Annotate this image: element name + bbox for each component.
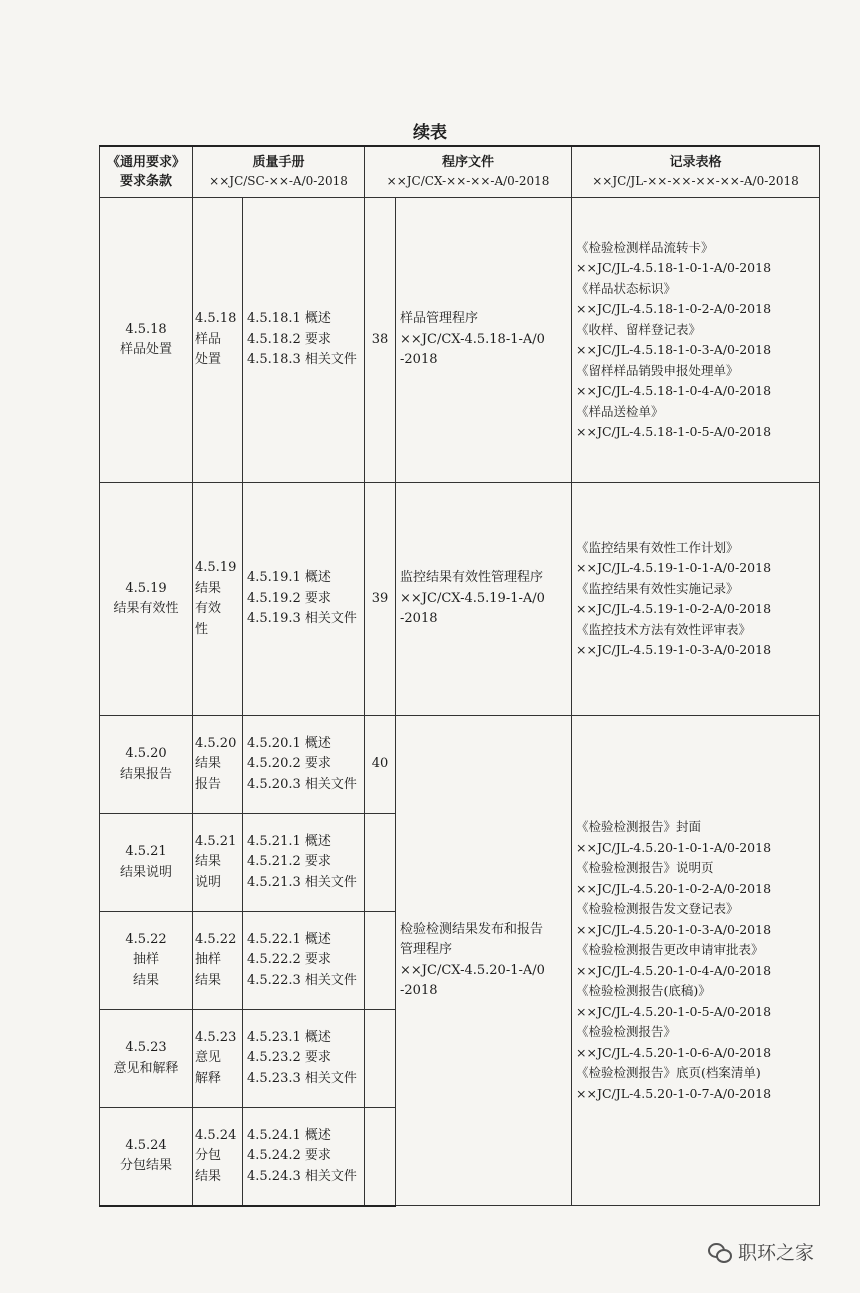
record-line: ××JC/JL-4.5.18-1-0-1-A/0-2018 [576, 260, 772, 275]
record-line: ××JC/JL-4.5.19-1-0-2-A/0-2018 [576, 601, 772, 616]
manual-title-line: 4.5.20 [195, 735, 237, 751]
record-line: 《检验检测报告》封面 [576, 819, 702, 834]
clause-cell [100, 1108, 193, 1206]
clause-cell [100, 1010, 193, 1108]
procedure-line: 检验检测结果发布和报告 [400, 921, 544, 937]
manual-title-line: 分包 [195, 1148, 222, 1163]
manual-item-line: 4.5.19.2 要求 [247, 590, 331, 606]
manual-items-cell [243, 912, 365, 1010]
record-line: ××JC/JL-4.5.18-1-0-4-A/0-2018 [576, 383, 772, 398]
procedure-line: -2018 [400, 611, 438, 627]
manual-title-line: 性 [195, 621, 209, 637]
clause-line: 结果报告 [119, 766, 172, 782]
record-line: 《样品状态标识》 [576, 280, 677, 296]
clause-line: 结果有效性 [113, 601, 179, 616]
manual-items-cell [243, 814, 365, 912]
record-line: ××JC/JL-4.5.20-1-0-1-A/0-2018 [576, 839, 772, 855]
procedure-number-cell [365, 1108, 396, 1206]
manual-item-line: 4.5.19.3 相关文件 [247, 611, 357, 627]
manual-items-cell [243, 716, 365, 814]
manual-title-line: 4.5.19 [195, 560, 237, 575]
procedure-number-cell [365, 814, 396, 912]
header-row [100, 146, 820, 198]
manual-title-cell [193, 1108, 243, 1206]
records-cell [572, 483, 820, 716]
manual-item-line: 4.5.23.1 概述 [247, 1029, 331, 1045]
watermark [708, 1238, 814, 1265]
manual-item-line: 4.5.20.3 相关文件 [247, 776, 357, 792]
manual-title-line: 结果 [195, 854, 222, 870]
table-row [100, 716, 820, 814]
manual-title-line: 结果 [195, 756, 222, 772]
manual-item-line: 4.5.22.3 相关文件 [247, 972, 357, 988]
procedure-number-cell: 39 [365, 483, 396, 716]
record-line: ××JC/JL-4.5.20-1-0-7-A/0-2018 [576, 1085, 772, 1101]
wechat-icon [708, 1242, 732, 1262]
record-line: ××JC/JL-4.5.18-1-0-3-A/0-2018 [576, 342, 772, 357]
manual-title-line: 意见 [195, 1050, 222, 1066]
clause-line: 结果说明 [119, 864, 172, 880]
clause-line: 4.5.21 [125, 844, 167, 859]
watermark-text: 职环之家 [738, 1242, 815, 1264]
record-line: 《检验检测样品流转卡》 [576, 239, 714, 255]
clause-cell [100, 814, 193, 912]
manual-item-line: 4.5.22.1 概述 [247, 931, 331, 947]
record-line: 《监控结果有效性工作计划》 [576, 539, 739, 555]
procedure-number-cell: 38 [365, 198, 396, 483]
manual-item-line: 4.5.18.1 概述 [247, 311, 331, 327]
procedure-cell [396, 716, 572, 1206]
record-line: 《检验检测报告更改申请审批表》 [576, 942, 764, 957]
record-line: 《检验检测报告》说明页 [576, 860, 714, 875]
clause-cell [100, 483, 193, 716]
manual-item-line: 4.5.18.2 要求 [247, 331, 331, 347]
clause-line: 4.5.18 [125, 321, 167, 337]
manual-item-line: 4.5.20.2 要求 [247, 756, 331, 772]
manual-item-line: 4.5.23.2 要求 [247, 1050, 331, 1066]
manual-title-cell [193, 483, 243, 716]
procedure-line: -2018 [400, 983, 438, 998]
procedure-line: 监控结果有效性管理程序 [400, 570, 544, 586]
clause-line: 结果 [132, 972, 159, 988]
manual-items-cell [243, 1010, 365, 1108]
manual-item-line: 4.5.18.3 相关文件 [247, 352, 357, 368]
manual-title-cell [193, 198, 243, 483]
clause-line: 4.5.19 [125, 580, 167, 596]
record-line: ××JC/JL-4.5.18-1-0-2-A/0-2018 [576, 301, 772, 316]
record-line: 《监控技术方法有效性评审表》 [576, 621, 752, 637]
manual-items-cell [243, 483, 365, 716]
procedure-line: -2018 [400, 352, 438, 368]
manual-title-line: 说明 [195, 874, 222, 890]
record-line: ××JC/JL-4.5.20-1-0-5-A/0-2018 [576, 1003, 772, 1019]
record-line: 《样品送检单》 [576, 403, 664, 419]
record-line: ××JC/JL-4.5.20-1-0-3-A/0-2018 [576, 921, 772, 937]
manual-title-line: 解释 [195, 1070, 222, 1086]
procedure-cell [396, 483, 572, 716]
clause-cell [100, 912, 193, 1010]
procedure-number-cell: 40 [365, 716, 396, 814]
manual-title-line: 4.5.22 [195, 931, 237, 947]
procedure-line: ××JC/CX-4.5.20-1-A/0 [400, 962, 545, 978]
table-row [100, 483, 820, 716]
record-line: ××JC/JL-4.5.18-1-0-5-A/0-2018 [576, 424, 772, 439]
clause-line: 4.5.23 [125, 1040, 167, 1055]
header-clause: 《通用要求》 要求条款 [100, 146, 193, 198]
clause-line: 4.5.22 [125, 931, 167, 947]
manual-item-line: 4.5.24.1 概述 [247, 1127, 331, 1143]
procedure-number-cell [365, 912, 396, 1010]
procedure-cell [396, 198, 572, 483]
procedure-line: ××JC/CX-4.5.19-1-A/0 [400, 590, 545, 606]
manual-title-line: 4.5.24 [195, 1127, 237, 1143]
manual-title-line: 4.5.21 [195, 833, 237, 849]
table-row [100, 198, 820, 483]
manual-title-cell [193, 814, 243, 912]
clause-line: 4.5.24 [125, 1137, 167, 1153]
record-line: ××JC/JL-4.5.19-1-0-1-A/0-2018 [576, 560, 772, 575]
records-cell [572, 716, 820, 1206]
procedure-line: ××JC/CX-4.5.18-1-A/0 [400, 331, 545, 347]
manual-title-line: 4.5.23 [195, 1029, 237, 1045]
record-line: ××JC/JL-4.5.20-1-0-2-A/0-2018 [576, 880, 772, 896]
clause-cell [100, 198, 193, 483]
procedure-line: 样品管理程序 [400, 311, 479, 327]
records-cell [572, 198, 820, 483]
manual-item-line: 4.5.21.2 要求 [247, 854, 331, 870]
record-line: 《检验检测报告》底页(档案清单) [576, 1065, 761, 1080]
procedure-number-cell [365, 1010, 396, 1108]
manual-item-line: 4.5.24.2 要求 [247, 1148, 331, 1163]
manual-title-line: 结果 [195, 1168, 222, 1184]
clause-line: 样品处置 [119, 342, 172, 357]
procedure-line: 管理程序 [400, 942, 453, 957]
record-line: ××JC/JL-4.5.20-1-0-4-A/0-2018 [576, 962, 772, 978]
manual-title-cell [193, 716, 243, 814]
manual-title-line: 抽样 [195, 952, 222, 968]
manual-title-line: 有效 [195, 601, 222, 616]
clause-line: 意见和解释 [113, 1060, 179, 1076]
manual-title-cell [193, 1010, 243, 1108]
manual-title-line: 报告 [195, 776, 222, 792]
clause-line: 4.5.20 [125, 746, 167, 761]
manual-items-cell [243, 1108, 365, 1206]
record-line: 《检验检测报告(底稿)》 [576, 983, 711, 998]
clause-line: 分包结果 [119, 1158, 172, 1174]
record-line: 《检验检测报告》 [576, 1024, 677, 1039]
manual-title-line: 4.5.18 [195, 311, 237, 327]
record-line: 《收样、留样登记表》 [576, 321, 702, 337]
clause-cell [100, 716, 193, 814]
document-table [99, 145, 820, 1207]
manual-item-line: 4.5.19.1 概述 [247, 570, 331, 586]
manual-item-line: 4.5.20.1 概述 [247, 735, 331, 751]
header-procedure: 程序文件 ××JC/CX-××-××-A/0-2018 [365, 146, 572, 198]
record-line: ××JC/JL-4.5.19-1-0-3-A/0-2018 [576, 642, 772, 657]
header-manual: 质量手册 ××JC/SC-××-A/0-2018 [193, 146, 365, 198]
table-caption: 续表 [413, 123, 447, 143]
manual-title-cell [193, 912, 243, 1010]
manual-title-line: 处置 [195, 352, 222, 368]
manual-item-line: 4.5.23.3 相关文件 [247, 1070, 357, 1086]
manual-title-line: 样品 [195, 331, 222, 347]
record-line: 《检验检测报告发文登记表》 [576, 901, 739, 916]
manual-items-cell [243, 198, 365, 483]
manual-item-line: 4.5.21.1 概述 [247, 833, 331, 849]
record-line: 《留样样品销毁申报处理单》 [576, 362, 739, 378]
manual-title-line: 结果 [195, 580, 222, 596]
header-records: 记录表格 ××JC/JL-××-××-××-××-A/0-2018 [572, 146, 820, 198]
manual-title-line: 结果 [195, 972, 222, 988]
record-line: ××JC/JL-4.5.20-1-0-6-A/0-2018 [576, 1044, 772, 1060]
manual-item-line: 4.5.21.3 相关文件 [247, 874, 357, 890]
manual-item-line: 4.5.22.2 要求 [247, 952, 331, 968]
record-line: 《监控结果有效性实施记录》 [576, 580, 739, 596]
clause-line: 抽样 [132, 952, 159, 968]
manual-item-line: 4.5.24.3 相关文件 [247, 1168, 357, 1184]
